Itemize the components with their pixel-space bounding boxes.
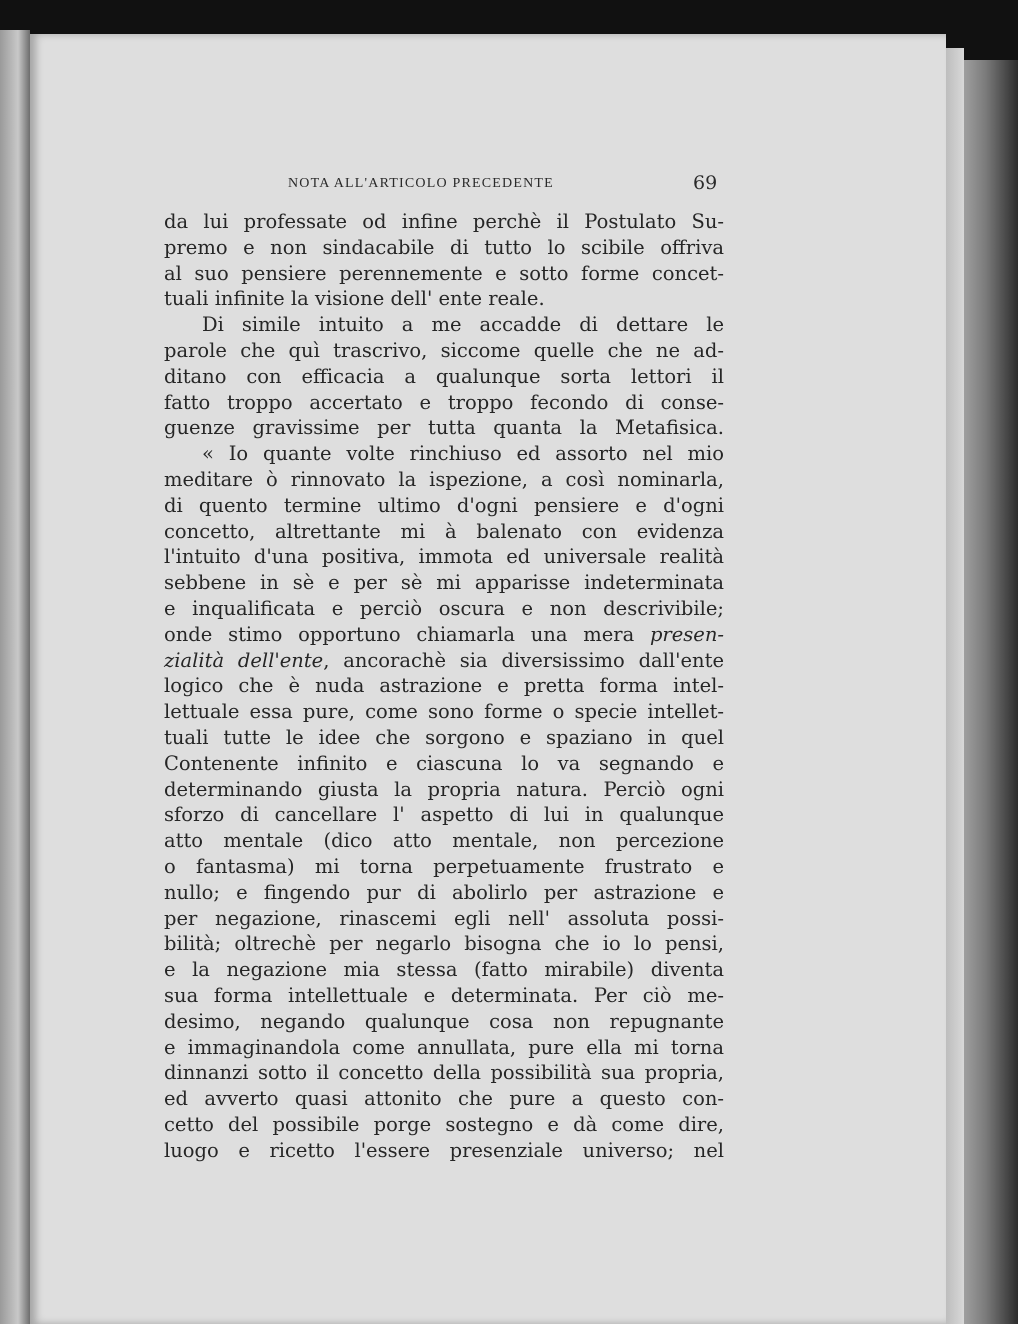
text-line: per negazione, rinascemi egli nell' assoluta possi- [164,906,724,930]
text-line: meditare ò rinnovato la ispezione, a così nominarla, [164,467,724,491]
text-line: tuali tutte le idee che sorgono e spaziano in quel [164,725,724,749]
text-line: « Io quante volte rinchiuso ed assorto nel mio [202,442,724,466]
text-line: sforzo di cancellare l' aspetto di lui in qualunque [164,803,724,827]
text-line: e la negazione mia stessa (fatto mirabile) diventa [164,958,724,982]
text-line: logico che è nuda astrazione e pretta forma intel- [164,674,724,698]
text-segment: , ancorachè sia diversissimo dall'ente [323,648,724,672]
text-line: tuali infinite la visione dell' ente reale. [164,287,545,311]
body-text [164,209,724,1163]
text-line: Contenente infinito e ciascuna lo va segnando e [164,751,724,775]
text-line: lettuale essa pure, come sono forme o specie intellet- [164,700,724,724]
text-line: fatto troppo accertato e troppo fecondo di conse- [164,390,724,414]
text-line: ditano con efficacia a qualunque sorta lettori il [164,364,724,388]
italic-term: zialità dell'ente [164,648,324,672]
text-line: sua forma intellettuale e determinata. Per ciò me- [164,983,724,1007]
text-line: nullo; e fingendo pur di abolirlo per astrazione e [164,880,724,904]
text-line: e inqualificata e perciò oscura e non descrivibile; [164,596,724,620]
text-line: e immaginandola come annullata, pure ella mi torna [164,1035,724,1059]
text-line: determinando giusta la propria natura. Perciò ogni [164,777,724,801]
text-segment: onde stimo opportuno chiamarla una mera [164,622,650,646]
text-line: ed avverto quasi attonito che pure a questo con- [164,1087,724,1111]
text-line: sebbene in sè e per sè mi apparisse indeterminata [164,571,724,595]
text-line: luogo e ricetto l'essere presenziale universo; nel [164,1138,724,1162]
text-line: bilità; oltrechè per negarlo bisogna che io lo pensi, [164,932,724,956]
text-line: Di simile intuito a me accadde di dettare le [202,313,724,337]
text-line: parole che quì trascrivo, siccome quelle che ne ad- [164,338,724,362]
text-line: dinnanzi sotto il concetto della possibilità sua propria, [164,1061,724,1085]
text-line: cetto del possibile porge sostegno e dà come dire, [164,1112,724,1136]
text-line: atto mentale (dico atto mentale, non percezione [164,829,724,853]
text-line: da lui professate od infine perchè il Postulato Su- [164,210,724,233]
left-page-edge [0,30,30,1324]
page-number: 69 [693,172,718,194]
text-line: guenze gravissime per tutta quanta la Metafisica. [164,416,724,440]
text-line: di quento termine ultimo d'ogni pensiere e d'ogni [164,493,724,517]
italic-term: presen- [649,622,724,646]
text-line: al suo pensiere perennemente e sotto forme concet- [164,261,724,285]
text-line: desimo, negando qualunque cosa non repugnante [164,1009,724,1033]
text-line-with-italic [164,648,724,674]
text-line: concetto, altrettante mi à balenato con evidenza [164,519,724,543]
text-line: o fantasma) mi torna perpetuamente frustrato e [164,854,724,878]
text-line: l'intuito d'una positiva, immota ed universale realità [164,545,724,569]
running-head: NOTA ALL'ARTICOLO PRECEDENTE [288,176,554,191]
text-line: premo e non sindacabile di tutto lo scibile offriva [164,235,724,259]
book-cover-edge [964,60,1018,1324]
right-page-edge [946,48,964,1324]
text-line-with-italic [164,622,724,648]
